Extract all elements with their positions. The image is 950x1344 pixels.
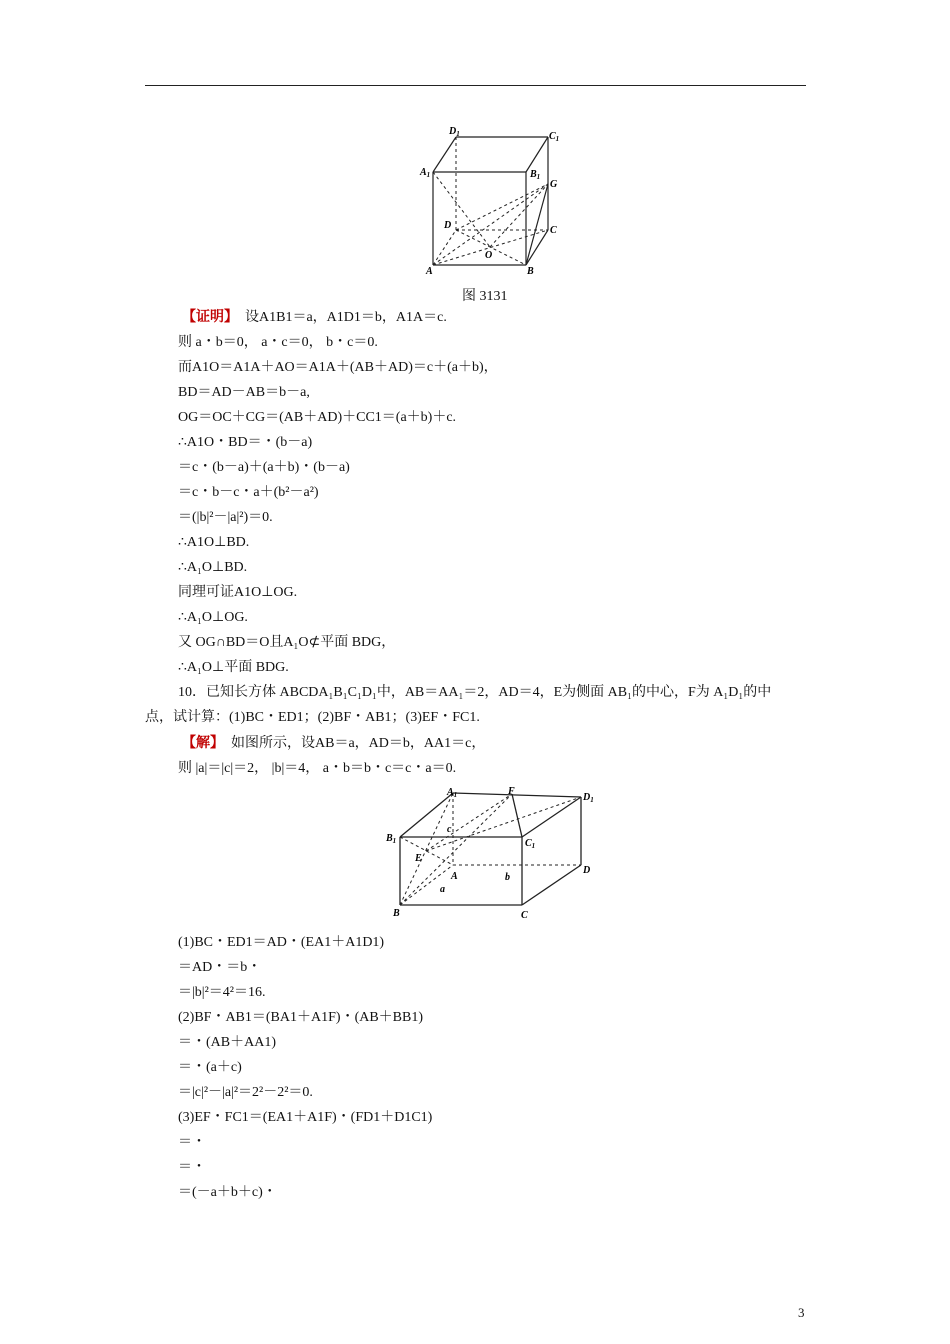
label-O: O [485, 250, 493, 261]
calc-line-10: ＝・ [178, 1160, 206, 1175]
proof-line-3: 而A1O＝A1A＋AO＝A1A＋(AB＋AD)＝c＋(a＋b)， [178, 360, 498, 375]
figure-caption: 图 3131 [462, 289, 508, 304]
problem-10-line-1: 10．已知长方体 ABCDA₁B₁C₁D₁中，AB＝AA₁＝2，AD＝4，E为侧面 AB₁的中心，F为 A₁D₁的中 [178, 685, 772, 700]
vector-a-label: a [440, 884, 445, 895]
label-C1: $C_1$ [549, 131, 560, 143]
solution-line-2: 则 |a|＝|c|＝2， |b|＝4， a・b＝b・c＝c・a＝0. [178, 761, 457, 776]
label-A1: $A_1$ [447, 787, 458, 799]
label-A: A [426, 266, 433, 277]
label-B: B [393, 908, 400, 919]
problem-10-line-2: 点，试计算：(1)BC・ED1；(2)BF・AB1；(3)EF・FC1. [145, 710, 480, 725]
calc-line-11: ＝(－a＋b＋c)・ [178, 1185, 277, 1200]
header-rule [145, 85, 806, 86]
calc-line-1: (1)BC・ED1＝AD・(EA1＋A1D1) [178, 935, 385, 950]
proof-line-4: BD＝AD－AB＝b－a, [178, 385, 310, 400]
label-F: F [508, 786, 515, 797]
calc-line-9: ＝・ [178, 1135, 206, 1150]
calc-line-6: ＝・(a＋c) [178, 1060, 242, 1075]
label-A: A [451, 871, 458, 882]
label-A1: $A_1$ [420, 167, 431, 179]
label-B1: $B_1$ [530, 169, 541, 181]
calc-line-5: ＝・(AB＋AA1) [178, 1035, 276, 1050]
box-figure [385, 785, 595, 920]
proof-line-8: ＝c・b－c・a＋(b²－a²) [178, 485, 319, 500]
calc-line-4: (2)BF・AB1＝(BA1＋A1F)・(AB＋BB1) [178, 1010, 424, 1025]
label-D1: $D_1$ [583, 792, 594, 804]
calc-line-7: ＝|c|²－|a|²＝2²－2²＝0. [178, 1085, 313, 1100]
label-D: D [444, 220, 452, 231]
proof-line-10: ∴A1O⊥BD. [178, 535, 250, 550]
proof-line-6: ∴A1O・BD＝・(b－a) [178, 435, 313, 450]
label-D: D [583, 865, 591, 876]
label-B1: $B_1$ [386, 833, 397, 845]
proof-line-5: OG＝OC＋CG＝(AB＋AD)＋CC1＝(a＋b)＋c. [178, 410, 457, 425]
label-D1: $D_1$ [449, 126, 460, 138]
calc-line-2: ＝AD・＝b・ [178, 960, 262, 975]
vector-b-label: b [505, 872, 510, 883]
vector-c-label: c [447, 824, 452, 835]
proof-line-7: ＝c・(b－a)＋(a＋b)・(b－a) [178, 460, 350, 475]
label-C: C [521, 910, 528, 920]
page-number: 3 [798, 1305, 805, 1320]
proof-line-1: 【证明】 设A1B1＝a，A1D1＝b，A1A＝c. [182, 310, 447, 325]
proof-line-12: 同理可证A1O⊥OG. [178, 585, 298, 600]
calc-line-3: ＝|b|²＝4²＝16. [178, 985, 266, 1000]
calc-line-8: (3)EF・FC1＝(EA1＋A1F)・(FD1＋D1C1) [178, 1110, 433, 1125]
label-G: G [550, 179, 558, 190]
solution-line-1: 【解】 如图所示，设AB＝a，AD＝b，AA1＝c， [182, 736, 486, 751]
cube-figure [418, 122, 568, 280]
label-C: C [550, 225, 557, 236]
proof-line-9: ＝(|b|²－|a|²)＝0. [178, 510, 273, 525]
proof-line-15: ∴A₁O⊥平面 BDG. [178, 660, 289, 675]
proof-line-13: ∴A₁O⊥OG. [178, 610, 248, 625]
proof-line-11: ∴A₁O⊥BD. [178, 560, 248, 575]
proof-line-2: 则 a・b＝0， a・c＝0， b・c＝0. [178, 335, 378, 350]
label-C1: $C_1$ [525, 838, 536, 850]
proof-line-14: 又 OG∩BD＝O且A₁O⊄平面 BDG， [178, 635, 396, 650]
label-B: B [527, 266, 534, 277]
label-E: E [415, 853, 422, 864]
